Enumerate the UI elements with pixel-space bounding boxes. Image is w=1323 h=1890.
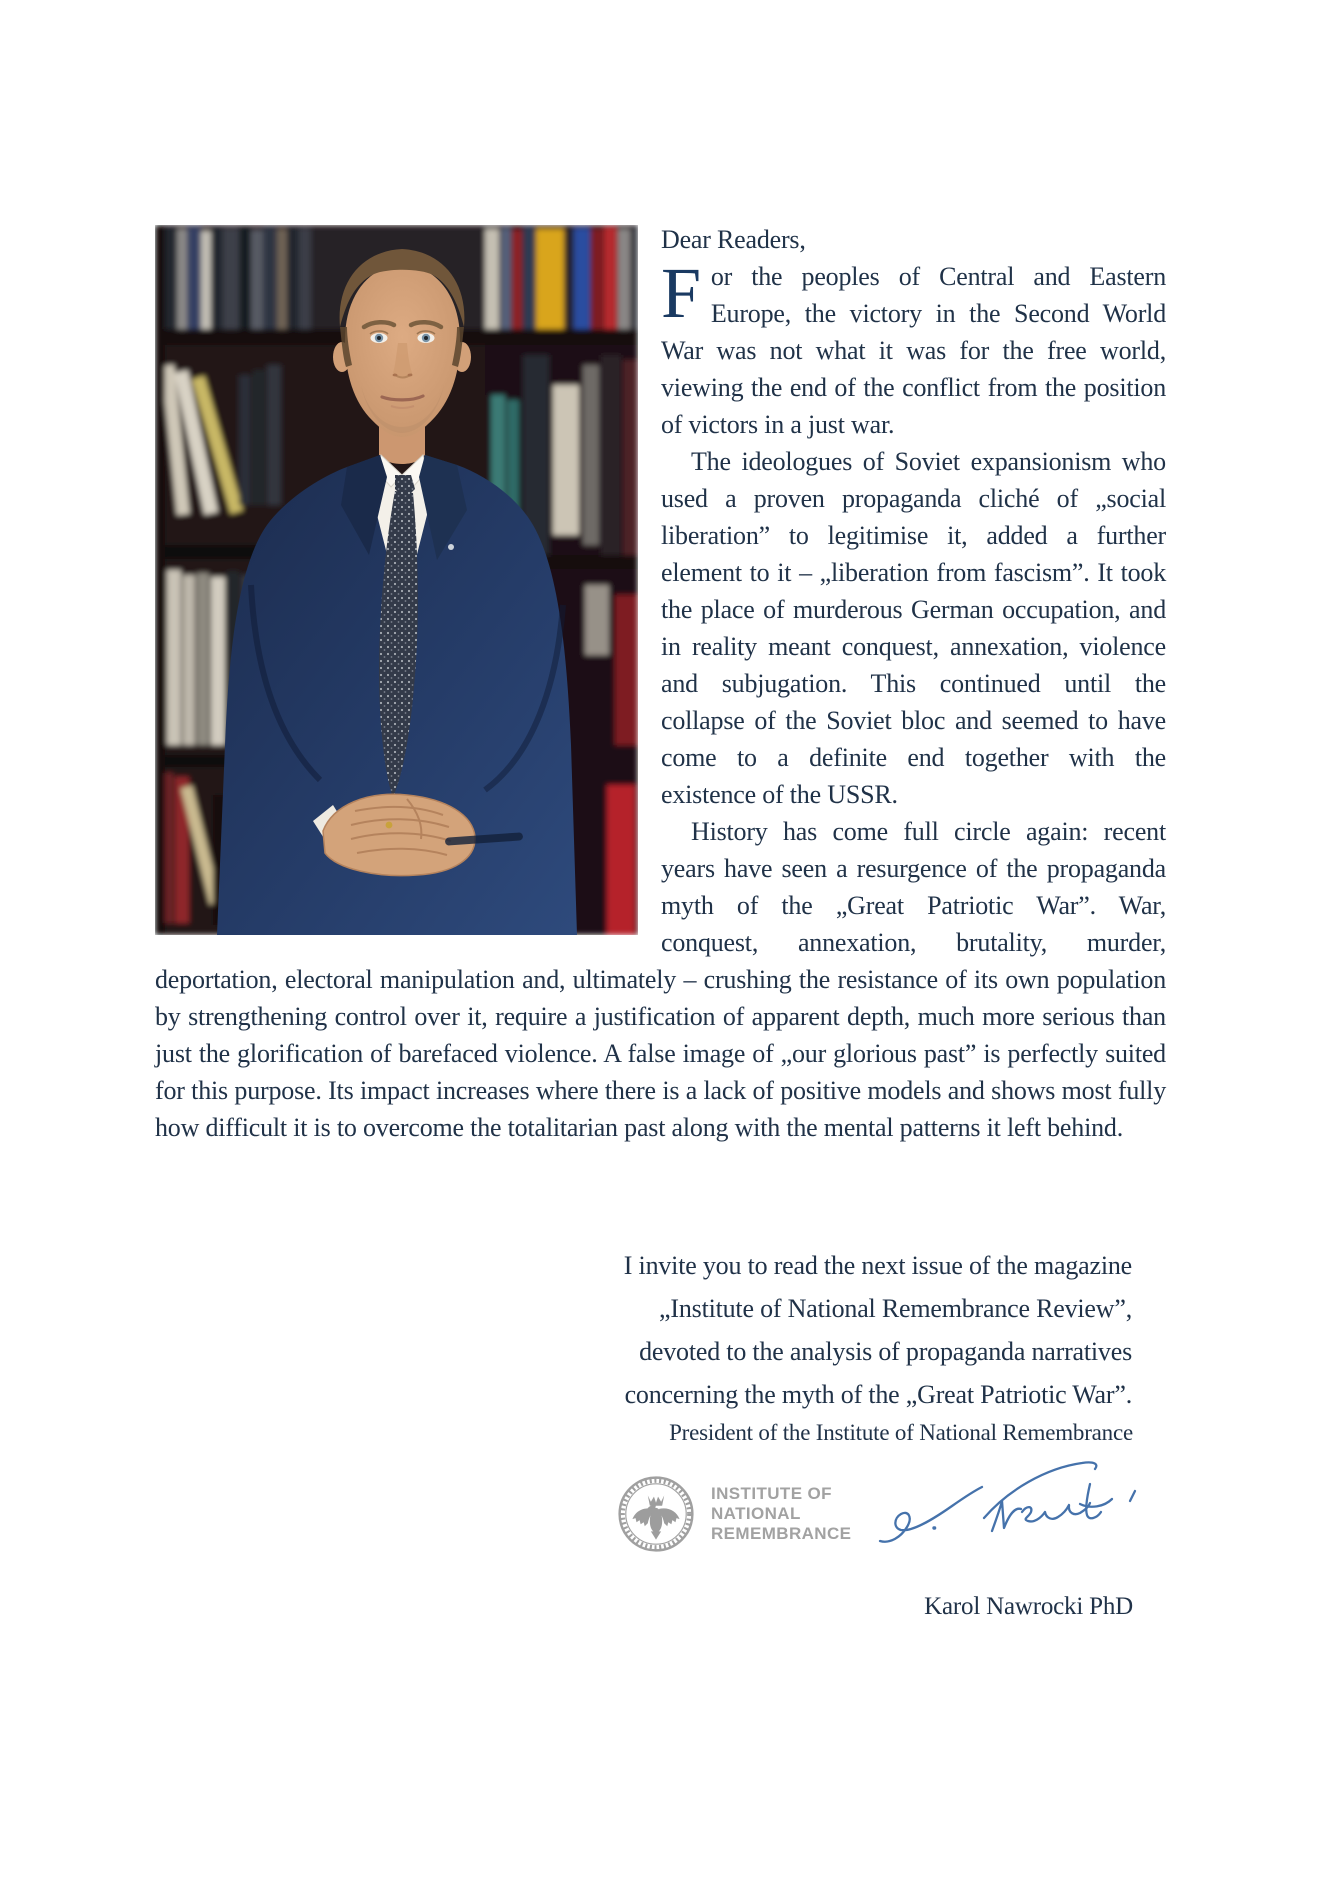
invitation-line: „Institute of National Remembrance Review”, — [659, 1294, 1132, 1323]
logo-line-2: NATIONAL — [711, 1504, 801, 1523]
invitation-line: concerning the myth of the „Great Patriotic War”. — [624, 1380, 1132, 1409]
logo-line-1: INSTITUTE OF — [711, 1484, 832, 1503]
paragraph-3: History has come full circle again: recent years have seen a resurgence of the propaganda myth of the „Great Patriotic War”. War, conquest, annexation, brutality, murder, deportation, electoral manipulation and, ultimately – crushing the resistance of its own population by strengthening control over it, require a justification of apparent depth, much more serious than just the glorification of barefaced violence. A false image of „our glorious past” is perfectly suited for this purpose. Its impact increases where there is a lack of positive models and shows most fully how difficult it is to overcome the totalitarian past along with the mental patterns it left behind. — [155, 817, 1166, 1142]
portrait-photo — [155, 225, 638, 935]
institute-logo — [616, 1472, 851, 1556]
handwritten-signature — [868, 1438, 1168, 1563]
invitation-line: I invite you to read the next issue of the magazine — [623, 1251, 1132, 1280]
paragraph-1-text: or the peoples of Central and Eastern Europe, the victory in the Second World War was not what it was for the free world, viewing the end of the conflict from the position of victors in a just war. — [661, 262, 1166, 439]
logo-line-3: REMEMBRANCE — [711, 1524, 852, 1543]
invitation-line: devoted to the analysis of propaganda narratives — [639, 1337, 1132, 1366]
portrait-photo-illustration — [155, 225, 638, 935]
eagle-seal-icon — [616, 1472, 696, 1556]
paragraph-2: The ideologues of Soviet expansionism who used a proven propaganda cliché of „social liberation” to legitimise it, added a further element to it – „liberation from fascism”. It took the place of murderous German occupation, and in reality meant conquest, annexation, violence and subjugation. This continued until the collapse of the Soviet bloc and seemed to have come to a definite end together with the existence of the USSR. — [661, 447, 1166, 809]
letter-body — [155, 221, 1166, 1146]
signatory-name: Karol Nawrocki PhD — [924, 1593, 1133, 1620]
president-title: President of the Institute of National Remembrance — [669, 1420, 1133, 1445]
ring — [386, 822, 393, 829]
salutation: Dear Readers, — [661, 225, 806, 254]
drop-cap: F — [661, 253, 701, 333]
lapel-pin — [448, 544, 454, 550]
invitation-block — [624, 1244, 1132, 1416]
institute-logo-wordmark — [711, 1484, 851, 1544]
